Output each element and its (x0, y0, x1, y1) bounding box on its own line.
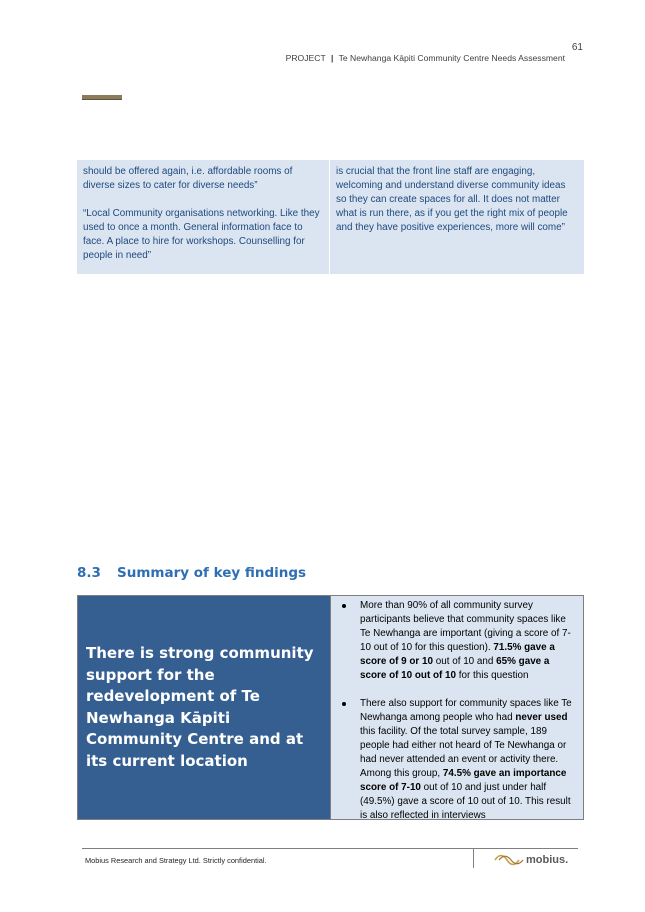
bullet-text: There also support for community spaces like Te Newhanga among people who had (360, 698, 572, 723)
header-project-label: PROJECT (285, 53, 326, 63)
findings-statement: There is strong community support for the redevelopment of Te Newhanga Kāpiti Community Centre and at its current location (86, 644, 314, 770)
quote-paragraph: should be offered again, i.e. affordable rooms of diverse sizes to cater for diverse needs” (83, 166, 293, 191)
mobius-logo (494, 852, 569, 868)
bullet-icon (342, 702, 346, 706)
footer-text: Mobius Research and Strategy Ltd. Strictly confidential. (85, 856, 267, 865)
bullet-bold-text: 65% gave a score of 10 out of 10 (360, 656, 550, 681)
bullet-bold-text: 71.5% gave a score of 9 or 10 (360, 642, 555, 667)
quote-cell-right (330, 160, 584, 274)
footer-rule (82, 848, 578, 849)
bullet-bold-text: 74.5% gave an importance score of 7-10 (360, 768, 567, 793)
findings-table (77, 595, 584, 820)
quote-cell-left (77, 160, 330, 274)
findings-bullet-list (336, 599, 575, 823)
accent-bar (82, 95, 122, 100)
bullet-bold-text: never used (515, 712, 568, 723)
list-item (336, 599, 575, 683)
footer-divider (473, 848, 474, 868)
header-separator: | (330, 53, 334, 63)
section-number: 8.3 (77, 565, 101, 581)
bullet-icon (342, 604, 346, 608)
bullet-text: More than 90% of all community survey participants believe that community spaces like Te Newhanga are important (giving a score of 7-10 out of 10 for this question). (360, 600, 571, 653)
page-number: 61 (571, 42, 583, 53)
quote-table (77, 160, 584, 274)
logo-text: mobius. (526, 854, 569, 866)
bullet-text: this facility. Of the total survey sample, 189 people had either not heard of Te Newhanga or had never attended an event or activity there. Among this group, (360, 726, 567, 779)
findings-details-cell (331, 596, 583, 819)
quote-paragraph: is crucial that the front line staff are engaging, welcoming and understand diverse community ideas so they can create spaces for all. It does not matter what is run there, as if you get the right mix of people and they have positive experiences, more will come” (336, 166, 568, 233)
bullet-text: out of 10 and just under half (49.5%) gave a score of 10 out of 10. This result is also reflected in interviews (360, 782, 571, 821)
bullet-text: for this question (456, 670, 529, 681)
list-item (336, 697, 575, 823)
bullet-text: out of 10 and (433, 656, 497, 667)
section-heading (77, 565, 306, 581)
mobius-wave-icon (494, 854, 524, 866)
section-title: Summary of key findings (117, 565, 307, 581)
header-title: Te Newhanga Kāpiti Community Centre Needs Assessment (338, 53, 565, 63)
quote-paragraph: “Local Community organisations networking. Like they used to once a month. General information face to face. A place to hire for workshops. Counselling for people in need” (83, 208, 320, 261)
running-header (286, 53, 565, 63)
findings-statement-cell (78, 596, 331, 819)
